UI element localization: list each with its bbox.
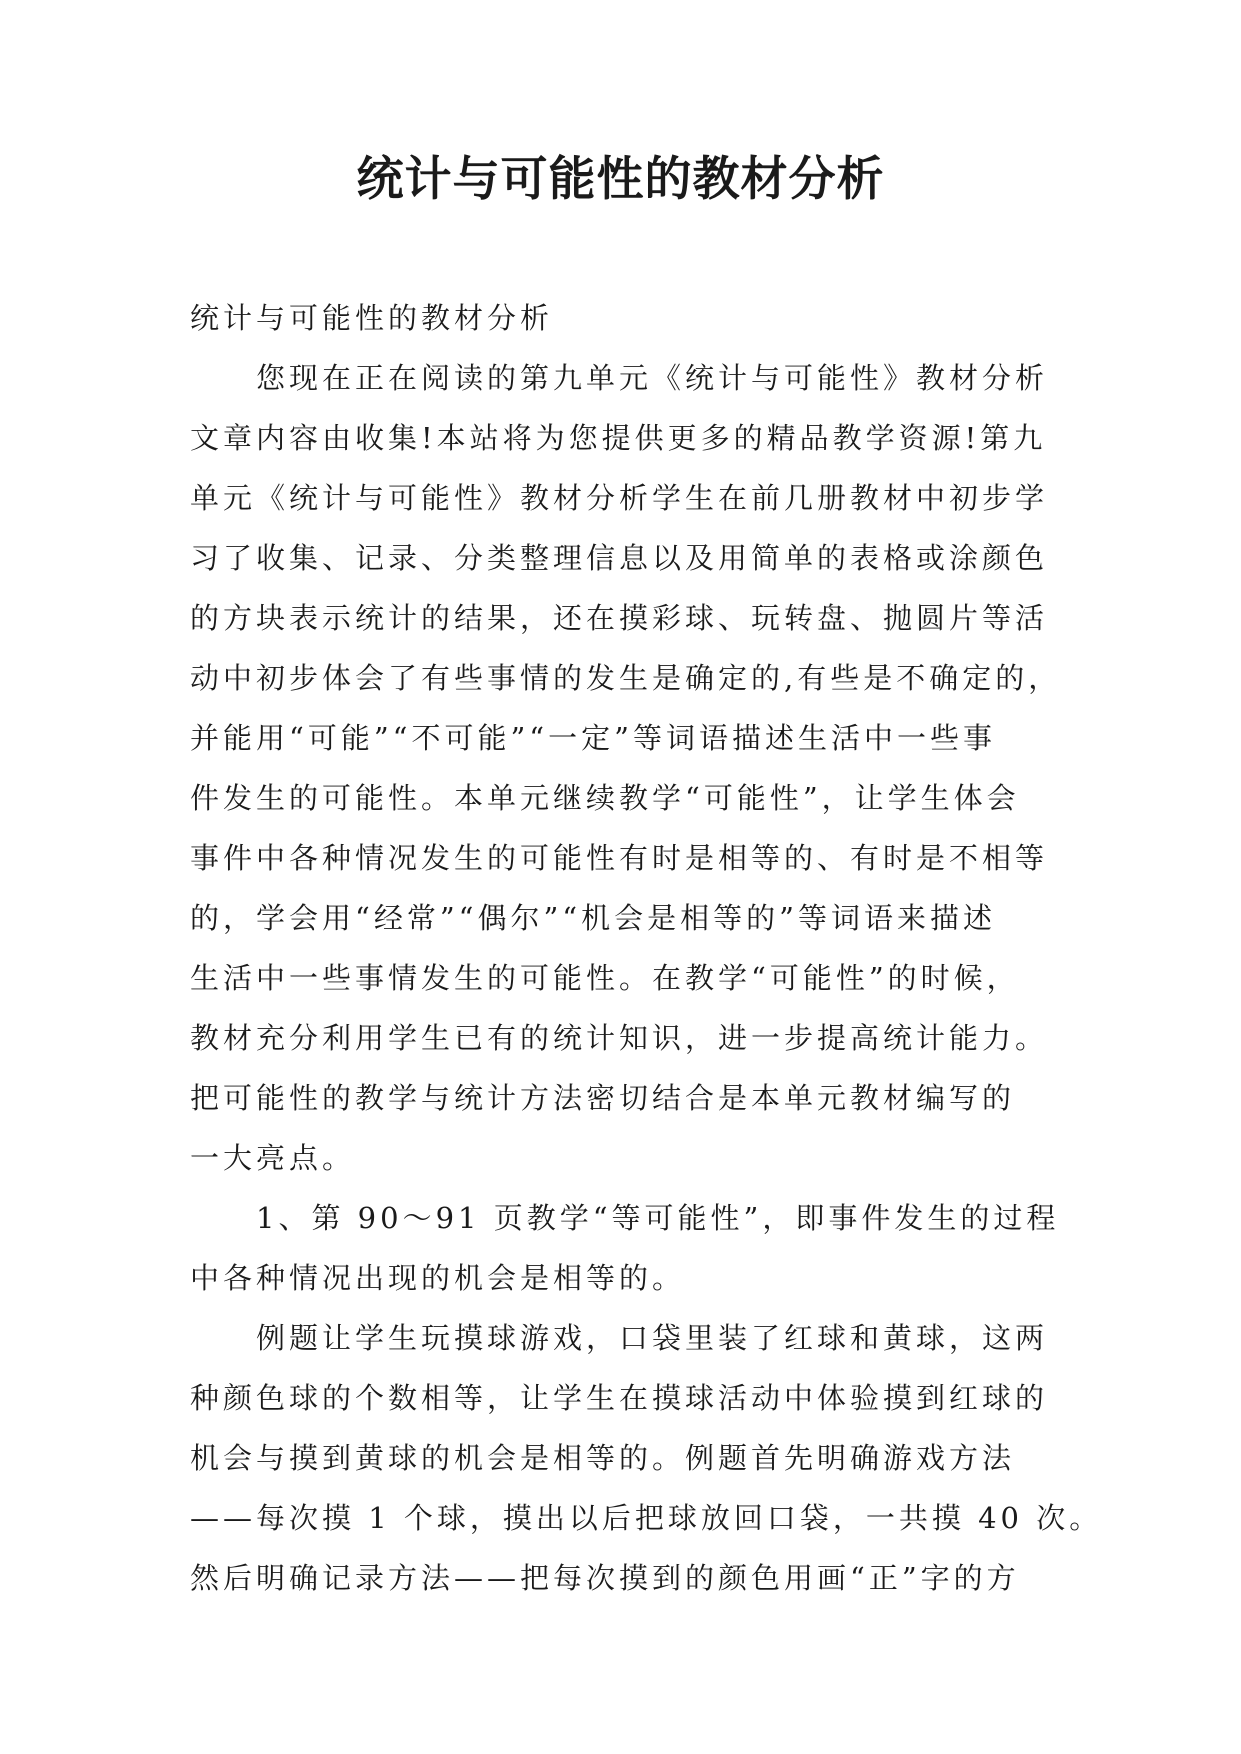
paragraph-1	[190, 348, 1060, 1188]
paragraph-3	[190, 1308, 1103, 1608]
paragraph-line: 教材充分利用学生已有的统计知识，进一步提高统计能力。	[190, 1021, 1049, 1055]
paragraph-line: 文章内容由收集!本站将为您提供更多的精品教学资源!第九	[190, 421, 1047, 455]
subtitle-line: 统计与可能性的教材分析	[190, 301, 554, 335]
paragraph-line: 中各种情况出现的机会是相等的。	[190, 1261, 686, 1295]
paragraph-line: 习了收集、记录、分类整理信息以及用简单的表格或涂颜色	[190, 541, 1049, 575]
paragraph-line: 种颜色球的个数相等，让学生在摸球活动中体验摸到红球的	[190, 1381, 1049, 1415]
paragraph-line: 单元《统计与可能性》教材分析学生在前几册教材中初步学	[190, 481, 1049, 515]
paragraph-line: 的方块表示统计的结果，还在摸彩球、玩转盘、抛圆片等活	[190, 601, 1049, 635]
paragraph-2	[190, 1188, 1060, 1308]
paragraph-line: 动中初步体会了有些事情的发生是确定的,有些是不确定的，	[190, 661, 1062, 695]
paragraph-line: 的，学会用“经常”“偶尔”“机会是相等的”等词语来描述	[190, 901, 996, 935]
document-title: 统计与可能性的教材分析	[356, 152, 885, 207]
paragraph-line: 然后明确记录方法——把每次摸到的颜色用画“正”字的方	[190, 1561, 1020, 1595]
paragraph-line: 一大亮点。	[190, 1141, 356, 1175]
paragraph-line: 事件中各种情况发生的可能性有时是相等的、有时是不相等	[190, 841, 1049, 875]
paragraph-line: 把可能性的教学与统计方法密切结合是本单元教材编写的	[190, 1081, 1016, 1115]
document-subtitle	[190, 288, 1060, 348]
document-body	[190, 288, 1103, 1608]
paragraph-line: ——每次摸 1 个球，摸出以后把球放回口袋，一共摸 40 次。	[190, 1501, 1103, 1535]
paragraph-line: 1、第 90～91 页教学“等可能性”，即事件发生的过程	[256, 1201, 1060, 1235]
paragraph-line: 例题让学生玩摸球游戏，口袋里装了红球和黄球，这两	[256, 1321, 1049, 1355]
paragraph-line: 您现在正在阅读的第九单元《统计与可能性》教材分析	[256, 361, 1049, 395]
paragraph-line: 件发生的可能性。本单元继续教学“可能性”，让学生体会	[190, 781, 1020, 815]
paragraph-line: 机会与摸到黄球的机会是相等的。例题首先明确游戏方法	[190, 1441, 1016, 1475]
paragraph-line: 生活中一些事情发生的可能性。在教学“可能性”的时候，	[190, 961, 1020, 995]
paragraph-line: 并能用“可能”“不可能”“一定”等词语描述生活中一些事	[190, 721, 996, 755]
